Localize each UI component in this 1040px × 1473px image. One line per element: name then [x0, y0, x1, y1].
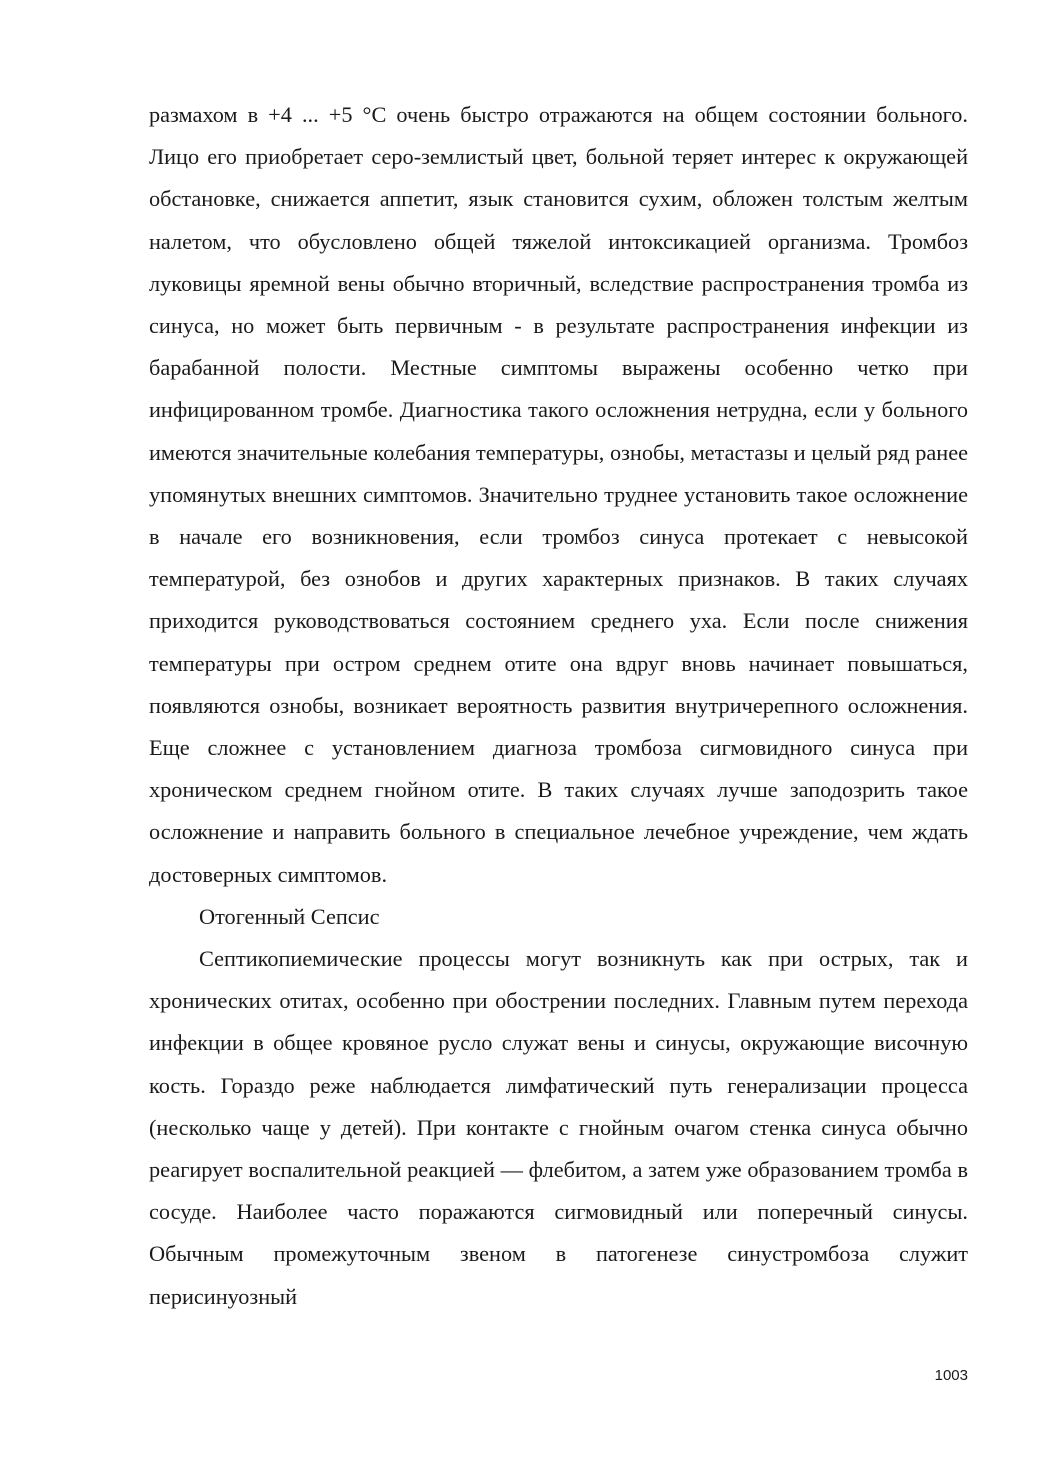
page-number: 1003 [934, 1367, 968, 1384]
section-heading: Отогенный Сепсис [199, 903, 380, 929]
body-paragraph-1: размахом в +4 ... +5 °С очень быстро отражаются на общем состоянии больного. Лицо его приобретает серо-землистый цвет, больной теряет интерес к окружающей обстановке, снижается аппетит, язык становится сухим, обложен толстым желтым налетом, что обусловлено общей тяжелой интоксикацией организма. Тромбоз луковицы яремной вены обычно вторичный, вследствие распространения тромба из синуса, но может быть первичным - в результате распространения инфекции из барабанной полости. Местные симптомы выражены особенно четко при инфицированном тромбе. Диагностика такого осложнения нетрудна, если у больного имеются значительные колебания температуры, ознобы, метастазы и целый ряд ранее упомянутых внешних симптомов. Значительно труднее установить такое осложнение в начале его возникновения, если тромбоз синуса протекает с невысокой температурой, без ознобов и других характерных признаков. В таких случаях приходится руководствоваться состоянием среднего уха. Если после снижения температуры при остром среднем отите она вдруг вновь начинает повышаться, появляются ознобы, возникает вероятность развития внутричерепного осложнения. Еще сложнее с установлением диагноза тромбоза сигмовидного синуса при хроническом среднем гнойном отите. В таких случаях лучше заподозрить такое осложнение и направить больного в специальное лечебное учреждение, чем ждать достоверных симптомов. [149, 102, 968, 887]
body-paragraph-2: Септикопиемические процессы могут возникнуть как при острых, так и хронических отитах, особенно при обострении последних. Главным путем перехода инфекции в общее кровяное русло служат вены и синусы, окружающие височную кость. Гораздо реже наблюдается лимфатический путь генерализации процесса (несколько чаще у детей). При контакте с гнойным очагом стенка синуса обычно реагирует воспалительной реакцией — флебитом, а затем уже образованием тромба в сосуде. Наиболее часто поражаются сигмовидный или поперечный синусы. Обычным промежуточным звеном в патогенезе синустромбоза служит перисинуозный [149, 946, 968, 1309]
document-page [149, 94, 968, 1318]
